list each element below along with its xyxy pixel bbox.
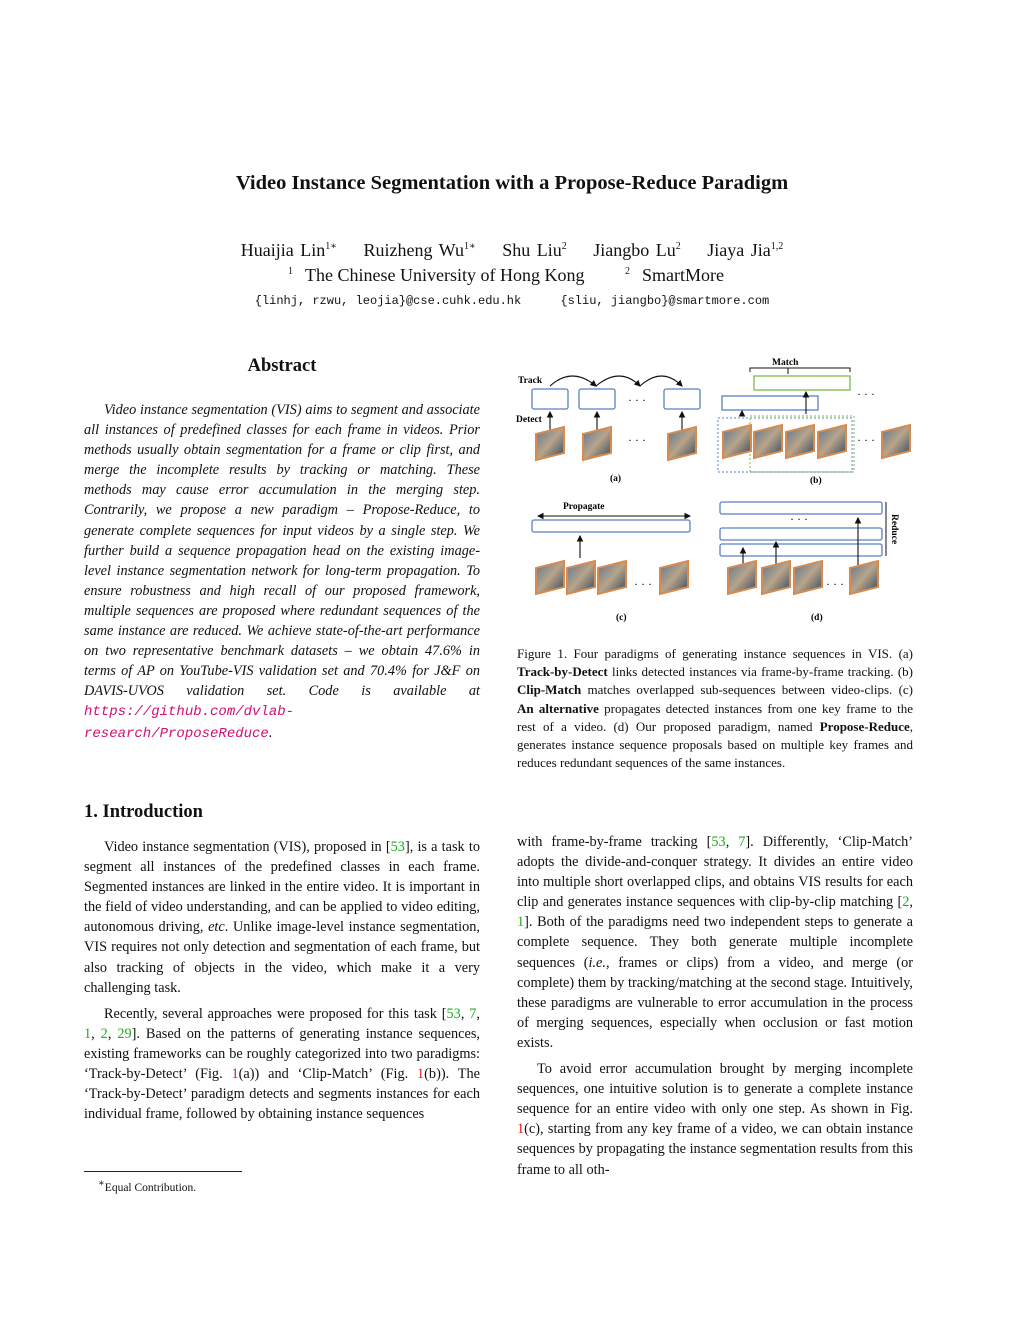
frames-c: [536, 561, 688, 594]
abstract-body: Video instance segmentation (VIS) aims to segment and associate all instances of predefined classes for each frame in videos. Prior methods usually obtain segmentation for a frame or clip first, and merge the incomplete results by tracking or matching. These methods may cause error accumulation in the merging step. Contrarily, we propose a new paradigm – Propose-Reduce, to generate complete sequences for input videos by a single step. We further build a sequence propagation head on the existing image-level instance segmentation network for long-term propagation. To ensure robustness and high recall of our proposed framework, multiple sequences are proposed where redundant sequences of the same instance are reduced. We achieve state-of-the-art performance on two representative benchmark datasets – we obtain 47.6% in terms of AP on YouTube-VIS validation set and 70.4% for J&F on DAVIS-UVOS validation set. Code is available at https://github.com/dvlab-research/ProposeReduce.: [84, 402, 480, 742]
feature-box: [532, 389, 568, 409]
citation-link[interactable]: 53: [711, 834, 726, 850]
ellipsis: · · ·: [634, 577, 652, 591]
label-detect: Detect: [516, 415, 542, 425]
affiliation: $^1$ The Chinese University of Hong Kong: [288, 265, 585, 285]
emails: [0, 294, 1024, 308]
label-d: (d): [811, 613, 823, 623]
track-arcs: [550, 376, 682, 386]
email: {linhj, rzwu, leojia}@cse.cuhk.edu.hk: [254, 294, 522, 308]
label-propagate: Propagate: [563, 502, 605, 512]
paragraph: Recently, several approaches were proposed for this task [53, 7, 1, 2, 29]. Based on the patterns of generating instance sequences, existing frameworks can be roughly categorized into two paradigms: ‘Track-by-Detect’ (Fig. 1(a)) and ‘Clip-Match’ (Fig. 1(b)). The ‘Track-by-Detect’ paradigm detects and segments instances for each individual frame, followed by obtaining instance sequences: [84, 1005, 480, 1123]
paragraph: To avoid error accumulation brought by merging incomplete sequences, one intuitive solution is to generate a complete instance sequence for an entire video with only one step. As shown in Fig. 1(c), starting from any key frame of a video, we can obtain instance sequences by propagating the instance segmentation results from this frame to all oth-: [517, 1061, 913, 1178]
ellipsis: · · ·: [628, 393, 646, 407]
abstract-heading: Abstract: [247, 356, 317, 376]
label-c: (c): [616, 613, 627, 623]
citation-link[interactable]: 2: [902, 894, 910, 911]
citation-link[interactable]: 53: [390, 839, 405, 855]
footnote: ∗Equal Contribution.: [98, 1178, 197, 1194]
citation-link[interactable]: 7: [738, 834, 746, 850]
label-reduce: Reduce: [889, 514, 899, 545]
section-heading-introduction: 1. Introduction: [84, 802, 203, 822]
paper-title: Video Instance Segmentation with a Propose-Reduce Paradigm: [235, 172, 789, 194]
citation-link[interactable]: 2: [100, 1025, 108, 1042]
citation-link[interactable]: 1: [517, 914, 525, 931]
author-list: [0, 240, 1024, 261]
figure-link[interactable]: 1: [417, 1066, 425, 1083]
frames-a: [536, 427, 696, 460]
introduction-left: [84, 837, 480, 1124]
figure-link[interactable]: 1: [231, 1066, 239, 1083]
introduction-right: [517, 832, 913, 1180]
clip-box: [754, 376, 850, 390]
affiliations: [0, 265, 1024, 286]
citation-link[interactable]: 53: [446, 1005, 461, 1022]
feature-box: [664, 389, 700, 409]
clip-box: [722, 396, 818, 410]
label-match: Match: [772, 358, 799, 368]
sequence-box: [532, 520, 690, 532]
author: Shu Liu$^2$: [502, 240, 567, 260]
frames-b: [723, 425, 910, 458]
ellipsis: · · ·: [826, 577, 844, 591]
affiliation: $^2$ SmartMore: [624, 265, 724, 285]
label-b: (b): [810, 476, 822, 486]
code-link[interactable]: https://github.com/dvlab-research/ProposeReduce: [84, 704, 295, 742]
ellipsis: · · ·: [790, 512, 808, 526]
paragraph: Video instance segmentation (VIS), proposed in [53], is a task to segment all instances of the predefined classes in each frame. Segmented instances are linked in the entire video. It is important in the field of video understanding, and can be applied to video editing, autonomous driving, etc. Unlike image-level instance segmentation, VIS requires not only detection and segmentation of each frame, but also tracking of objects in the video, which make it a very challenging task.: [84, 839, 481, 996]
author: Huaijia Lin$^{1∗}$: [240, 240, 338, 260]
author: Jiangbo Lu$^2$: [593, 240, 681, 260]
citation-link[interactable]: 7: [469, 1005, 477, 1022]
frames-d: [728, 561, 878, 594]
ellipsis: · · ·: [857, 387, 875, 401]
ellipsis: · · ·: [857, 433, 875, 447]
label-a: (a): [610, 474, 622, 484]
detect-arrows: [550, 412, 682, 430]
figure-link[interactable]: 1: [517, 1121, 525, 1138]
label-track: Track: [518, 376, 543, 386]
footnote-rule: [84, 1171, 242, 1172]
paragraph: with frame-by-frame tracking [53, 7]. Differently, ‘Clip-Match’ adopts the divide-and-conquer strategy. It divides an entire video into multiple short overlapped clips, and obtains VIS results for each clip and generates instance sequences with clip-by-clip matching [2, 1]. Both of the paradigms need two independent steps to generate a complete sequence. They both generate multiple incomplete sequences (i.e., frames or clips) from a video, and merge (or complete) them by tracking/matching at the second stage. Intuitively, these paradigms are vulnerable to error accumulation in the process of merging sequences, especially when occlusion or fast motion exists.: [517, 834, 914, 1051]
figure-1-caption: Figure 1. Four paradigms of generating instance sequences in VIS. (a) Track-by-Detect links detected instances via frame-by-frame tracking. (b) Clip-Match matches overlapped sub-sequences between video-clips. (c) An alternative propagates detected instances from one key frame to the rest of a video. (d) Our proposed paradigm, named Propose-Reduce, generates instance sequence proposals based on multiple key frames and reduces redundant sequences of the same instances.: [517, 646, 913, 771]
figure-1-diagram: [510, 352, 924, 630]
citation-link[interactable]: 1: [84, 1025, 92, 1042]
feature-box: [579, 389, 615, 409]
citation-link[interactable]: 29: [117, 1025, 132, 1042]
author: Ruizheng $Wu^{1∗}$: [363, 240, 476, 260]
author: Jiaya Jia$^{1,2}$: [707, 240, 784, 260]
email: {sliu, jiangbo}@smartmore.com: [560, 294, 770, 308]
match-boxes: [722, 376, 850, 410]
track-boxes: [532, 389, 700, 409]
ellipsis: · · ·: [628, 433, 646, 447]
